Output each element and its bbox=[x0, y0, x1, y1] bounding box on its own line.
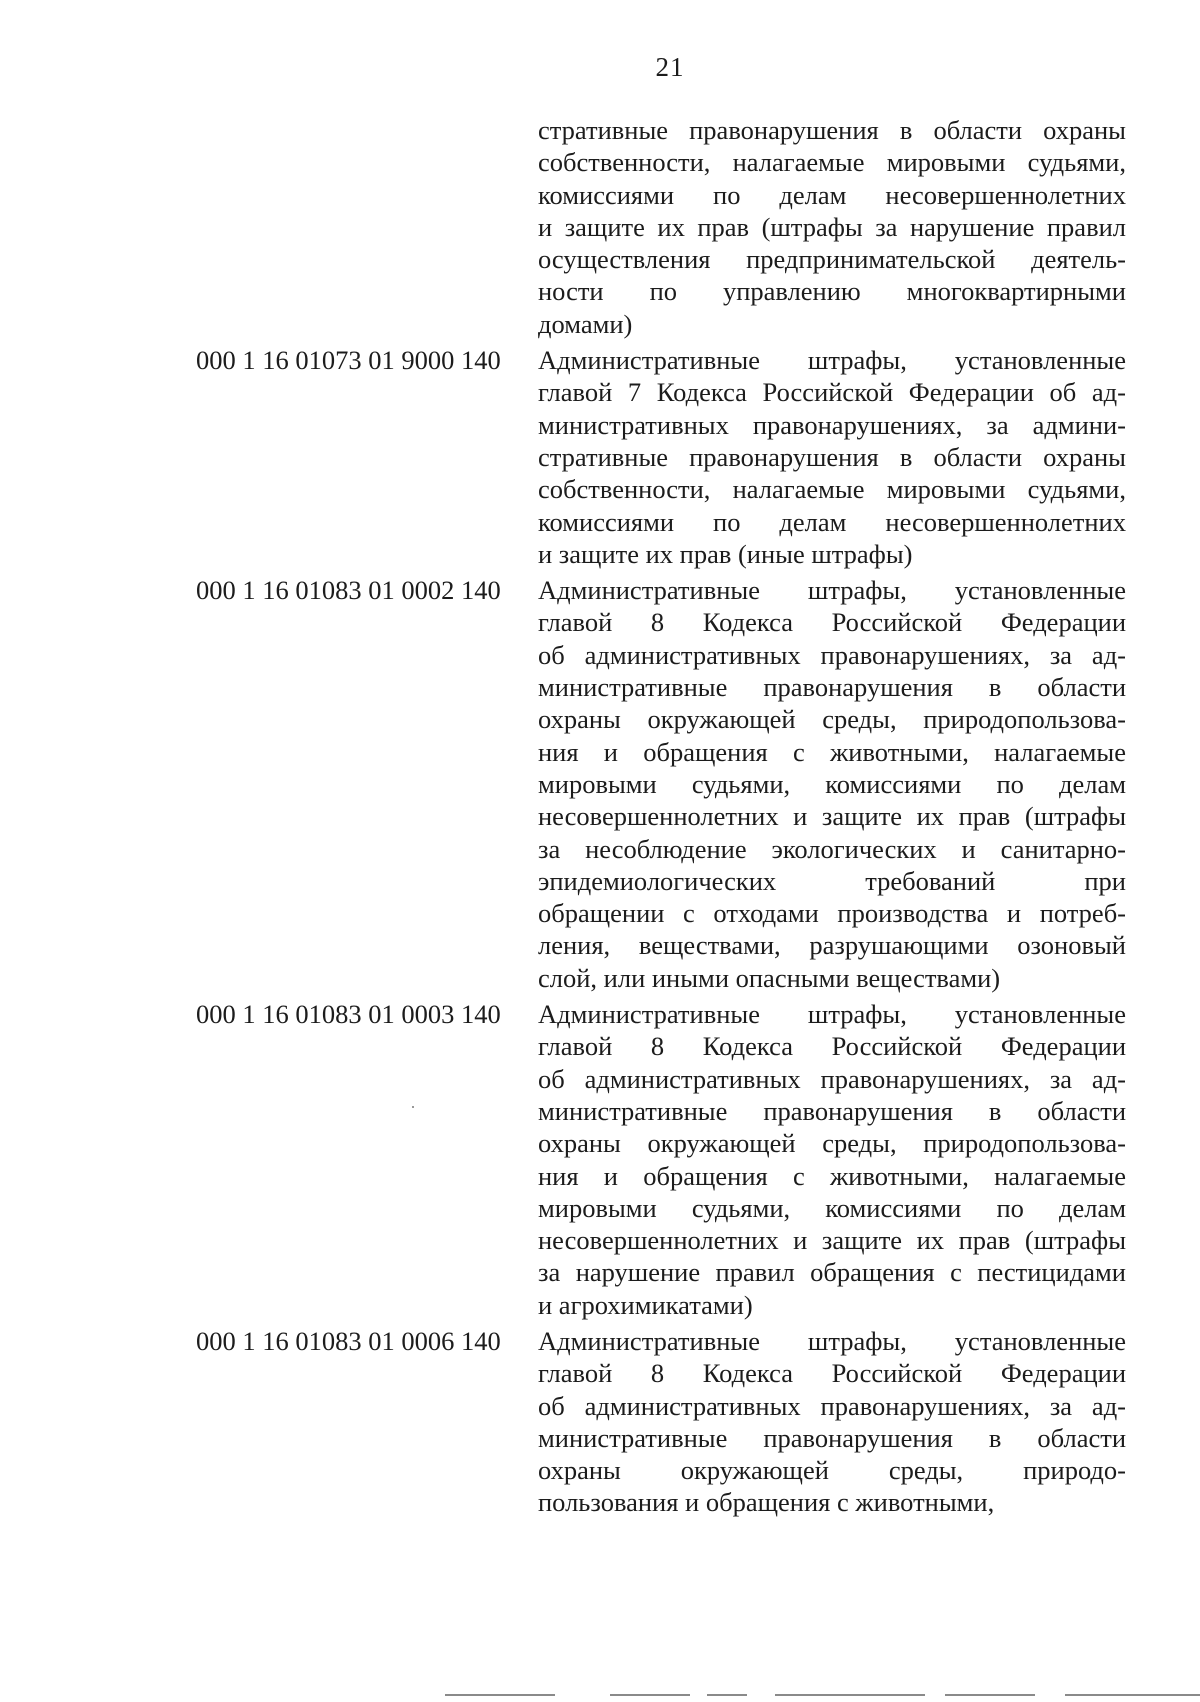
description-line: ния и обращения с животными, налагаемые bbox=[538, 736, 1126, 767]
description-line: ности по управлению многоквартирными bbox=[538, 276, 1126, 307]
description-line: мировыми судьями, комиссиями по делам bbox=[538, 1192, 1126, 1223]
description-line: ния и обращения с животными, налагаемые bbox=[538, 1160, 1126, 1191]
code-entry-row bbox=[0, 114, 1200, 340]
description-line: собственности, налагаемые мировыми судьями, bbox=[538, 147, 1126, 178]
code-description bbox=[538, 574, 1126, 994]
description-line: за нарушение правил обращения с пестицидами bbox=[538, 1257, 1126, 1288]
description-line: за несоблюдение экологических и санитарно- bbox=[538, 833, 1126, 864]
description-line: Административные штрафы, установленные bbox=[538, 345, 1126, 376]
description-line: министративные правонарушения в области bbox=[538, 1095, 1126, 1126]
budget-code: 000 1 16 01083 01 0003 140 bbox=[196, 999, 501, 1030]
description-line: комиссиями по делам несовершеннолетних bbox=[538, 179, 1126, 210]
scan-speck bbox=[412, 1106, 414, 1108]
description-line: об административных правонарушениях, за ад- bbox=[538, 639, 1126, 670]
budget-code: 000 1 16 01083 01 0002 140 bbox=[196, 575, 501, 606]
description-line: обращении с отходами производства и потреб- bbox=[538, 898, 1126, 929]
description-line: слой, или иными опасными веществами) bbox=[538, 962, 1001, 993]
code-entry-row bbox=[0, 344, 1200, 570]
code-entry-row bbox=[0, 1325, 1200, 1519]
code-description bbox=[538, 114, 1126, 340]
description-line: об административных правонарушениях, за ад- bbox=[538, 1063, 1126, 1094]
description-line: эпидемиологических требований при bbox=[538, 865, 1126, 896]
page-number: 21 bbox=[655, 52, 685, 82]
description-line: собственности, налагаемые мировыми судьями, bbox=[538, 474, 1126, 505]
budget-code-table bbox=[0, 114, 1200, 1523]
description-line: охраны окружающей среды, природопользова- bbox=[538, 704, 1126, 735]
description-line: ления, веществами, разрушающими озоновый bbox=[538, 930, 1126, 961]
description-line: министративные правонарушения в области bbox=[538, 1422, 1126, 1453]
budget-code: 000 1 16 01073 01 9000 140 bbox=[196, 345, 501, 376]
description-line: стративные правонарушения в области охраны bbox=[538, 441, 1126, 472]
description-line: об административных правонарушениях, за ад- bbox=[538, 1390, 1126, 1421]
description-line: и защите их прав (иные штрафы) bbox=[538, 538, 913, 569]
description-line: главой 8 Кодекса Российской Федерации bbox=[538, 607, 1126, 638]
description-line: и агрохимикатами) bbox=[538, 1289, 753, 1320]
budget-code: 000 1 16 01083 01 0006 140 bbox=[196, 1325, 501, 1356]
description-line: главой 7 Кодекса Российской Федерации об ад- bbox=[538, 377, 1126, 408]
description-line: мировыми судьями, комиссиями по делам bbox=[538, 768, 1126, 799]
description-line: несовершеннолетних и защите их прав (штрафы bbox=[538, 1225, 1126, 1256]
description-line: домами) bbox=[538, 308, 633, 339]
description-line: охраны окружающей среды, природо- bbox=[538, 1455, 1126, 1486]
code-description bbox=[538, 998, 1126, 1321]
description-line: стративные правонарушения в области охраны bbox=[538, 115, 1126, 145]
description-line: главой 8 Кодекса Российской Федерации bbox=[538, 1031, 1126, 1062]
code-entry-row bbox=[0, 574, 1200, 994]
description-line: министративных правонарушениях, за админи- bbox=[538, 409, 1126, 440]
description-line: комиссиями по делам несовершеннолетних bbox=[538, 506, 1126, 537]
description-line: Административные штрафы, установленные bbox=[538, 999, 1126, 1030]
scan-edge-marks bbox=[445, 1694, 1200, 1697]
code-description bbox=[538, 1325, 1126, 1519]
description-line: и защите их прав (штрафы за нарушение правил bbox=[538, 211, 1126, 242]
description-line: главой 8 Кодекса Российской Федерации bbox=[538, 1358, 1126, 1389]
code-entry-row bbox=[0, 998, 1200, 1321]
description-line: охраны окружающей среды, природопользова- bbox=[538, 1128, 1126, 1159]
description-line: Административные штрафы, установленные bbox=[538, 1325, 1126, 1356]
description-line: пользования и обращения с животными, bbox=[538, 1487, 995, 1518]
description-line: министративные правонарушения в области bbox=[538, 672, 1126, 703]
description-line: Административные штрафы, установленные bbox=[538, 575, 1126, 606]
description-line: осуществления предпринимательской деятель- bbox=[538, 244, 1126, 275]
code-description bbox=[538, 344, 1126, 570]
description-line: несовершеннолетних и защите их прав (штрафы bbox=[538, 801, 1126, 832]
